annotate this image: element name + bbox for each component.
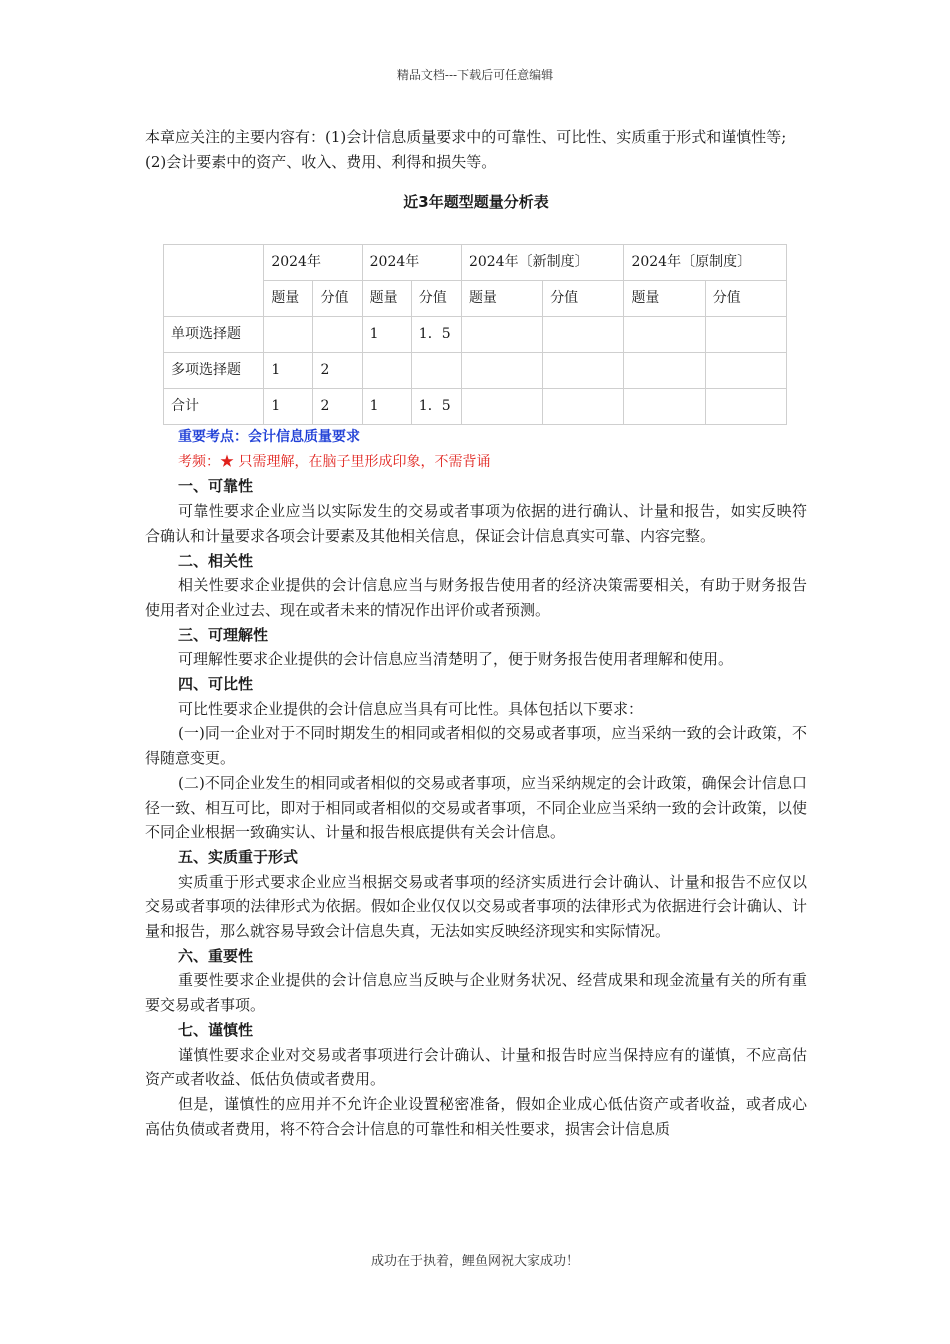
table-cell	[705, 317, 786, 353]
section-paragraph: 可比性要求企业提供的会计信息应当具有可比性。具体包括以下要求：	[178, 699, 644, 718]
section-heading: 六、重要性	[178, 946, 254, 965]
section-heading: 五、实质重于形式	[178, 847, 299, 866]
year-header: 2024年	[362, 245, 461, 281]
frequency-note: 只需理解，在脑子里形成印象，不需背诵	[234, 453, 491, 470]
section-heading: 七、谨慎性	[178, 1020, 254, 1039]
subheader-cell: 分值	[543, 281, 624, 317]
table-cell	[624, 389, 705, 425]
section-paragraph: (一)同一企业对于不同时期发生的相同或者相似的交易或者事项，应当采纳一致的会计政策，不得随意变更。	[145, 724, 807, 768]
table-cell	[362, 353, 411, 389]
table-cell: 1．5	[411, 317, 461, 353]
table-header-row	[164, 245, 787, 281]
table-cell: 1	[264, 389, 313, 425]
section-paragraph: 谨慎性要求企业对交易或者事项进行会计确认、计量和报告时应当保持应有的谨慎，不应高估资产或者收益、低估负债或者费用。	[145, 1045, 807, 1089]
table-cell: 1	[362, 317, 411, 353]
table-cell	[543, 389, 624, 425]
section-heading: 三、可理解性	[178, 625, 269, 644]
page-footer: 成功在于执着，鲤鱼网祝大家成功！	[370, 1254, 579, 1269]
section-paragraph: 可理解性要求企业提供的会计信息应当清楚明了，便于财务报告使用者理解和使用。	[178, 650, 734, 669]
table-cell	[624, 353, 705, 389]
table-cell	[461, 389, 542, 425]
subheader-cell: 题量	[362, 281, 411, 317]
table-cell	[705, 389, 786, 425]
section-paragraph: 相关性要求企业提供的会计信息应当与财务报告使用者的经济决策需要相关，有助于财务报告使用者对企业过去、现在或者未来的情况作出评价或者预测。	[145, 576, 807, 619]
table-cell	[313, 317, 362, 353]
section-paragraph: 但是，谨慎性的应用并不允许企业设置秘密准备，假如企业成心低估资产或者收益，或者成心高估负债或者费用，将不符合会计信息的可靠性和相关性要求，损害会计信息质	[145, 1094, 807, 1138]
table-cell: 2	[313, 389, 362, 425]
subheader-cell: 分值	[411, 281, 461, 317]
section-paragraph: 实质重于形式要求企业应当根据交易或者事项的经济实质进行会计确认、计量和报告不应仅以交易或者事项的法律形式为依据。假如企业仅仅以交易或者事项的法律形式为依据进行会计确认、计量和报告，那么就容易导致会计信息失真，无法如实反映经济现实和实际情况。	[145, 872, 807, 941]
table-row	[164, 389, 787, 425]
intro-paragraph: 本章应关注的主要内容有：(1)会计信息质量要求中的可靠性、可比性、实质重于形式和谨慎性等;(2)会计要素中的资产、收入、费用、利得和损失等。	[145, 128, 787, 171]
section-heading: 四、可比性	[178, 675, 254, 694]
page-header: 精品文档---下载后可任意编辑	[396, 68, 554, 82]
frequency-label: 考频：	[178, 453, 220, 470]
subheader-cell: 题量	[624, 281, 705, 317]
section-heading: 二、相关性	[178, 551, 254, 570]
year-header: 2024年〔新制度〕	[461, 245, 624, 281]
row-label: 合计	[164, 389, 264, 425]
frequency-line	[145, 450, 807, 475]
intro-block	[145, 125, 807, 231]
table-cell: 2	[313, 353, 362, 389]
table-row	[164, 353, 787, 389]
table-cell	[705, 353, 786, 389]
table-cell	[461, 353, 542, 389]
row-label: 多项选择题	[164, 353, 264, 389]
year-header: 2024年〔原制度〕	[624, 245, 787, 281]
section-heading: 一、可靠性	[178, 477, 254, 496]
table-row	[164, 317, 787, 353]
table-cell: 1	[264, 353, 313, 389]
star-icon: ★	[220, 453, 234, 470]
section-paragraph: (二)不同企业发生的相同或者相似的交易或者事项，应当采纳规定的会计政策，确保会计信息口径一致、相互可比，即对于相同或者相似的交易或者事项，不同企业应当采纳一致的会计政策，以使不同企业根据一致确实认、计量和报告根底提供有关会计信息。	[145, 773, 807, 842]
year-header: 2024年	[264, 245, 362, 281]
table-cell: 1	[362, 389, 411, 425]
question-stats-table	[163, 244, 787, 425]
table-cell	[624, 317, 705, 353]
table-cell	[543, 353, 624, 389]
subheader-cell: 分值	[313, 281, 362, 317]
table-cell	[264, 317, 313, 353]
document-body	[145, 425, 807, 1141]
section-paragraph: 重要性要求企业提供的会计信息应当反映与企业财务状况、经营成果和现金流量有关的所有重要交易或者事项。	[145, 971, 807, 1015]
subheader-cell: 题量	[264, 281, 313, 317]
table-cell: 1．5	[411, 389, 461, 425]
corner-cell	[164, 245, 264, 317]
subheader-cell: 题量	[461, 281, 542, 317]
subheader-cell: 分值	[705, 281, 786, 317]
table-title: 近3年题型题量分析表	[403, 193, 549, 211]
row-label: 单项选择题	[164, 317, 264, 353]
table-cell	[461, 317, 542, 353]
table-cell	[543, 317, 624, 353]
section-paragraph: 可靠性要求企业应当以实际发生的交易或者事项为依据的进行确认、计量和报告，如实反映符合确认和计量要求各项会计要素及其他相关信息，保证会计信息真实可靠、内容完整。	[145, 502, 807, 545]
key-point-heading: 重要考点：会计信息质量要求	[178, 429, 360, 445]
table-cell	[411, 353, 461, 389]
